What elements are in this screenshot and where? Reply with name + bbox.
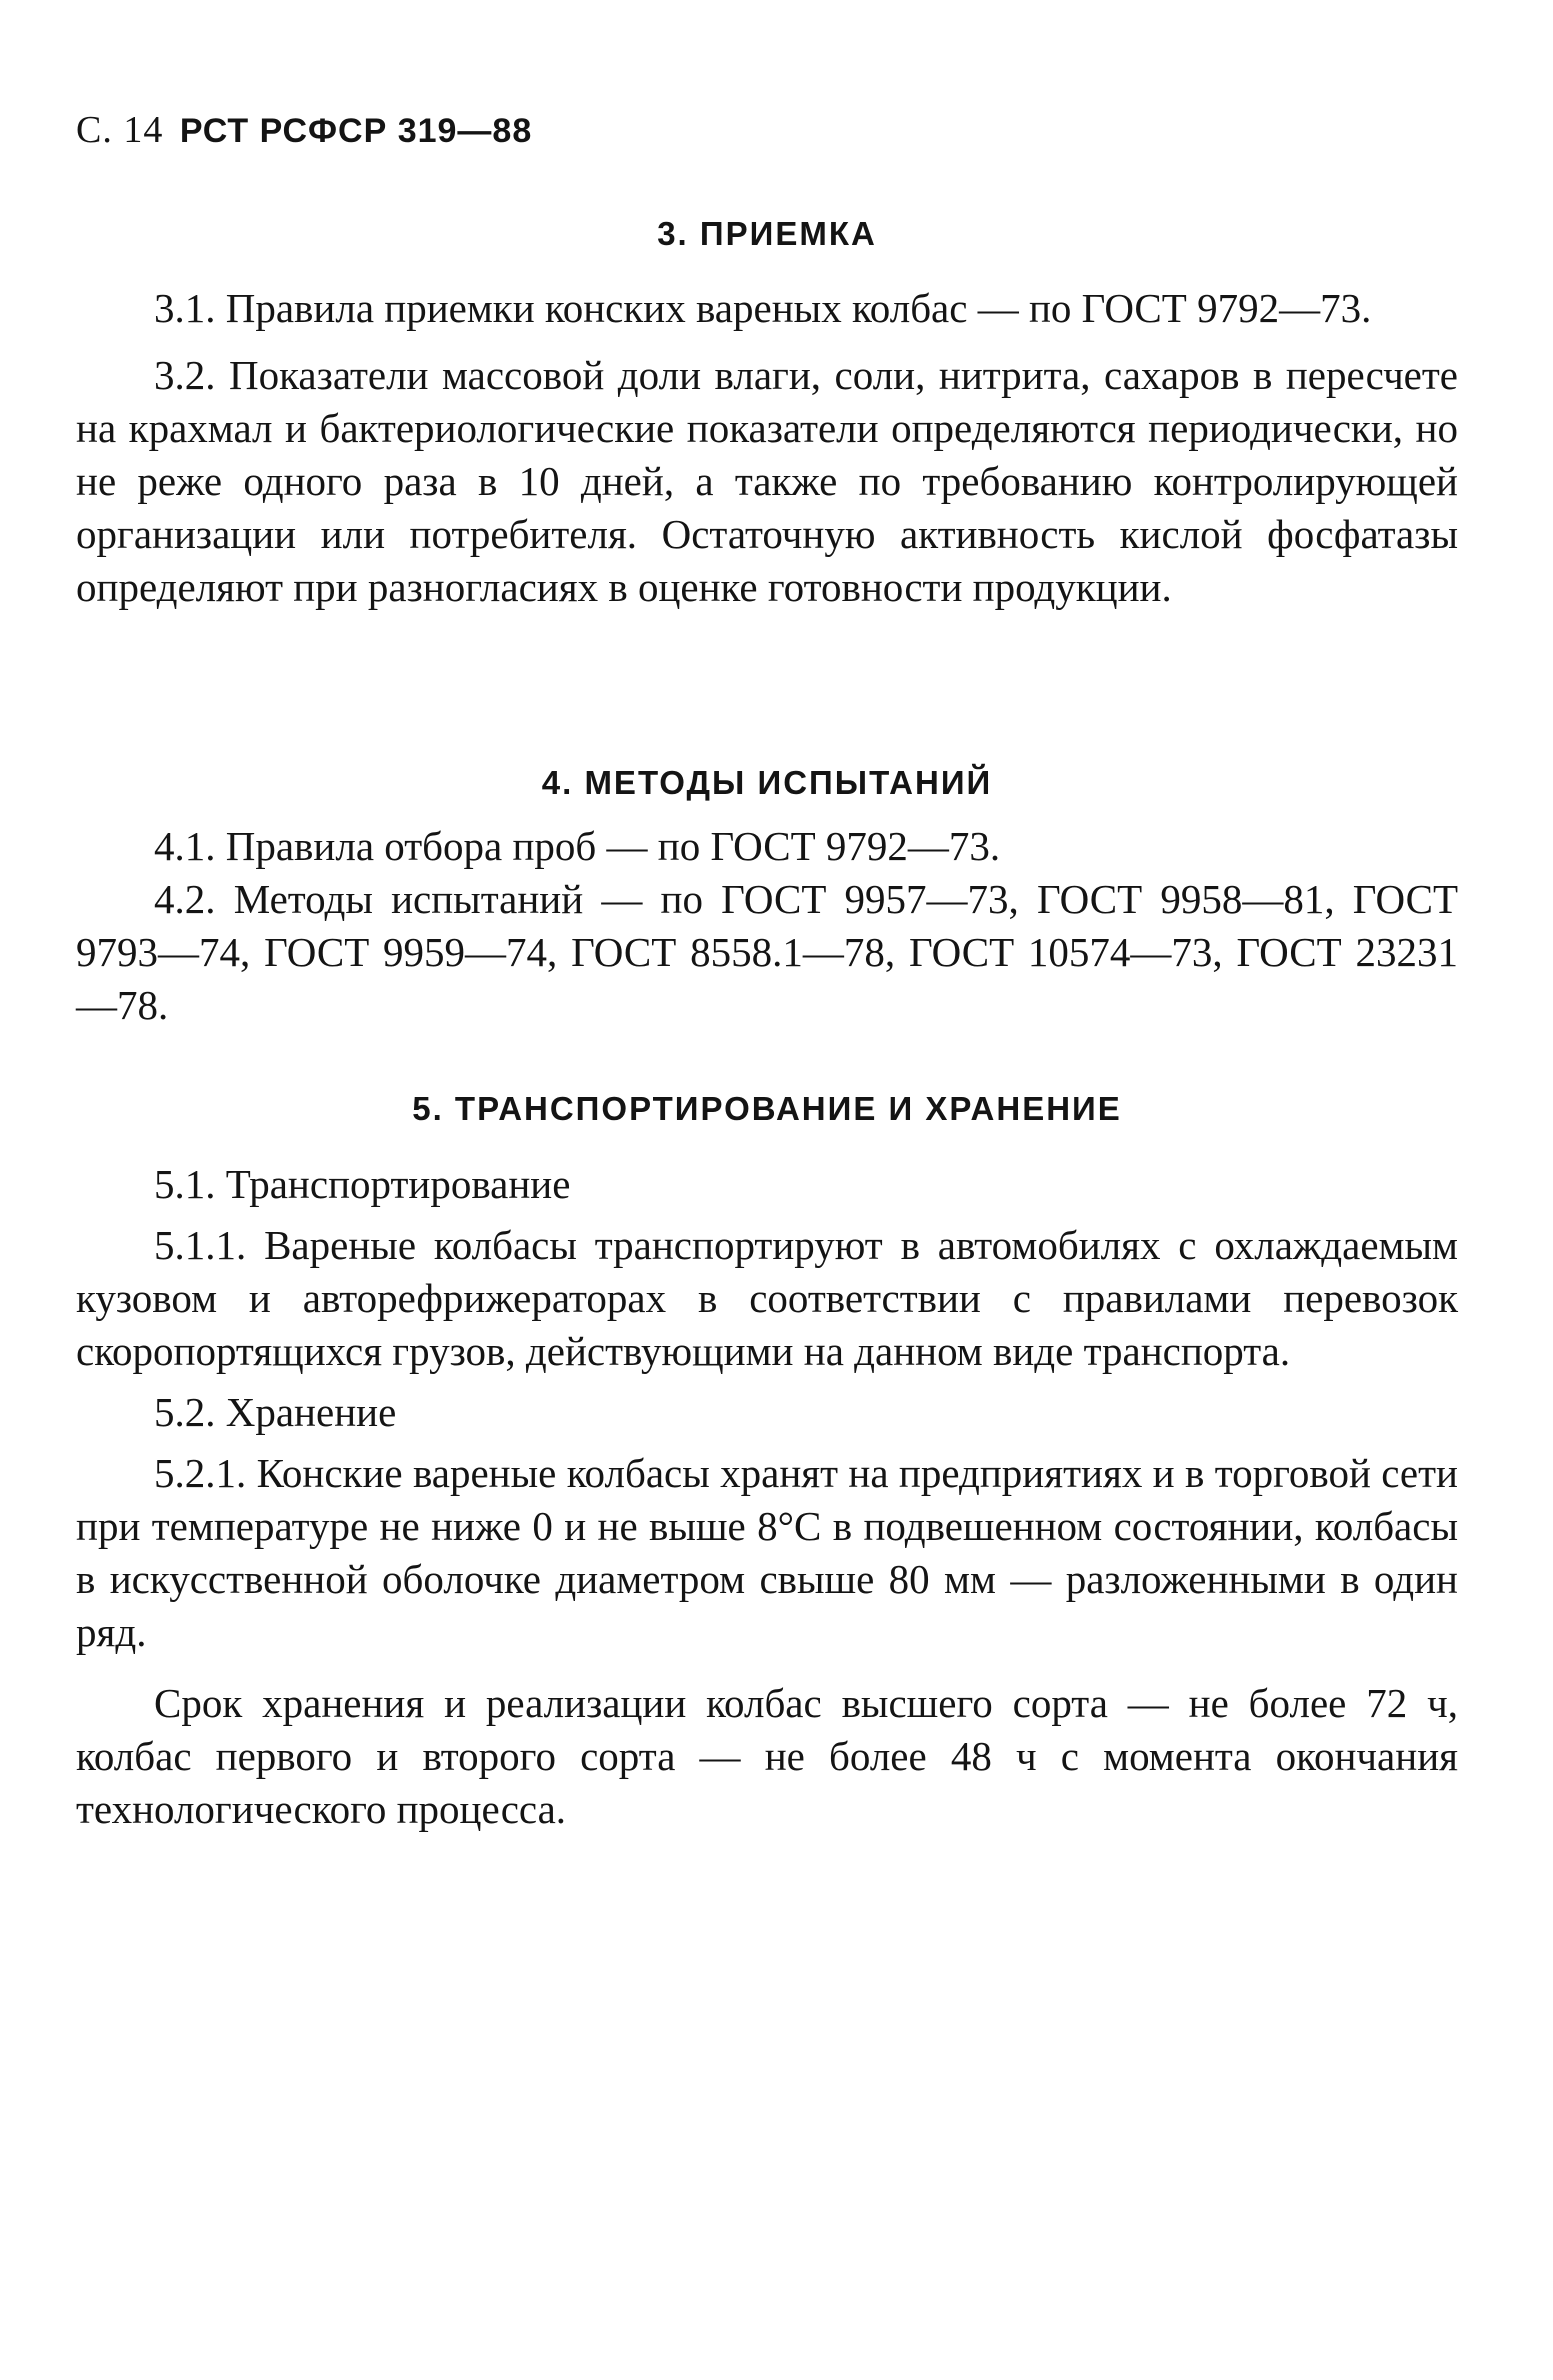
paragraph-5-1-1: 5.1.1. Вареные колбасы транспортируют в автомобилях с охлаждаемым кузовом и авторефрижераторах в соответствии с правилами перевозок скоропортящихся грузов, действующими на данном виде транспорта. [76, 1222, 1458, 1374]
section-3-heading: 3. ПРИЕМКА [657, 215, 877, 252]
paragraph-3-2: 3.2. Показатели массовой доли влаги, соли, нитрита, сахаров в пересчете на крахмал и бактериологические показатели определяются периодически, но не реже одного раза в 10 дней, а также по требованию контролирующей организации или потребителя. Остаточную активность кислой фосфатазы определяют при разногласиях в оценке готовности продукции. [76, 352, 1458, 610]
paragraph-5-2: 5.2. Хранение [154, 1389, 397, 1435]
section-5-heading: 5. ТРАНСПОРТИРОВАНИЕ И ХРАНЕНИЕ [412, 1090, 1122, 1127]
section-4-heading: 4. МЕТОДЫ ИСПЫТАНИЙ [541, 764, 993, 801]
section-5-body [76, 1158, 1458, 1836]
paragraph-4-2: 4.2. Методы испытаний — по ГОСТ 9957—73, ГОСТ 9958—81, ГОСТ 9793—74, ГОСТ 9959—74, ГОСТ 8558.1—78, ГОСТ 10574—73, ГОСТ 23231—78. [76, 876, 1458, 1028]
standard-designation: РСТ РСФСР 319—88 [179, 112, 533, 150]
page-number: С. 14 [76, 109, 164, 151]
paragraph-5-1: 5.1. Транспортирование [154, 1161, 571, 1207]
paragraph-5-2-1: 5.2.1. Конские вареные колбасы хранят на предприятиях и в торговой сети при температуре не ниже 0 и не выше 8°С в подвешенном состоянии, колбасы в искусственной оболочке диаметром свыше 80 мм — разложенными в один ряд. [76, 1450, 1458, 1655]
running-header [76, 108, 532, 152]
paragraph-4-1: 4.1. Правила отбора проб — по ГОСТ 9792—73. [154, 823, 1001, 869]
section-3-body [76, 282, 1458, 614]
paragraph-3-1: 3.1. Правила приемки конских вареных колбас — по ГОСТ 9792—73. [154, 285, 1372, 331]
paragraph-storage-term: Срок хранения и реализации колбас высшего сорта — не более 72 ч, колбас первого и второго сорта — не более 48 ч с момента окончания технологического процесса. [76, 1680, 1458, 1832]
section-4-body [76, 820, 1458, 1032]
